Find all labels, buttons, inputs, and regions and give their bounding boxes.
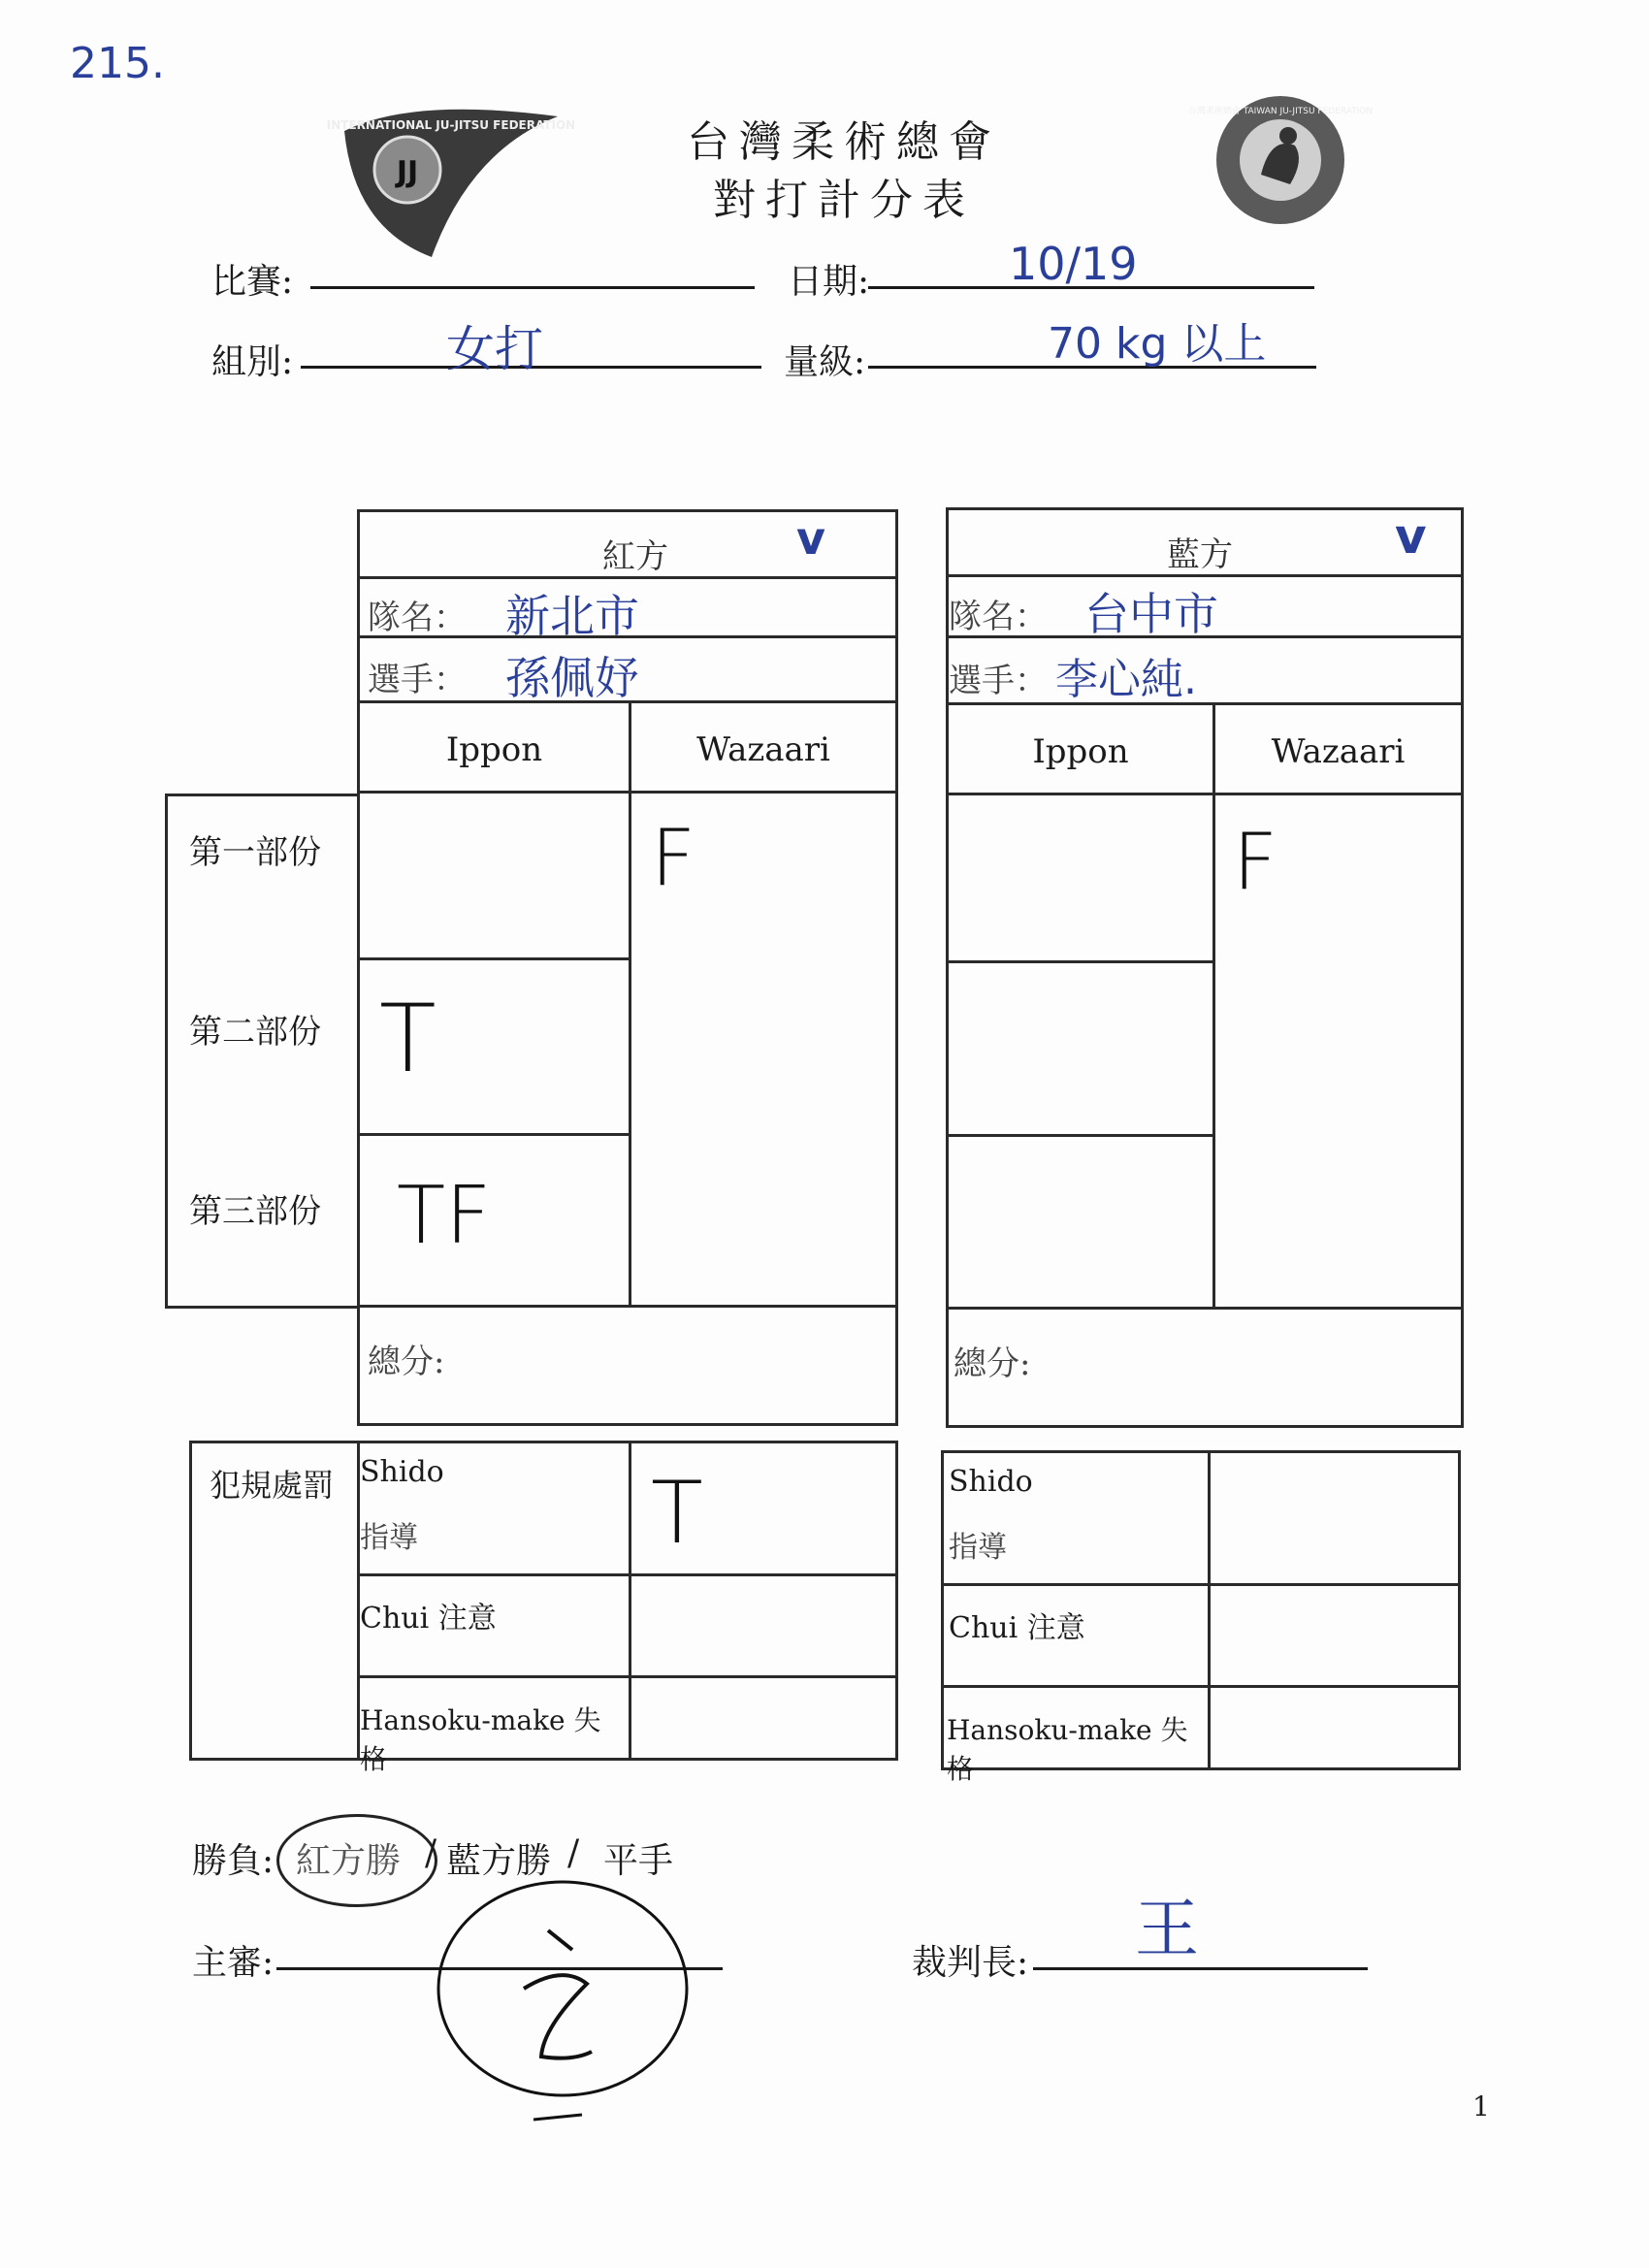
result-circle-mark — [276, 1814, 437, 1907]
red-hansoku-label-cell — [357, 1675, 631, 1775]
date-label: 日期: — [788, 262, 870, 302]
blue-total-row[interactable] — [946, 1307, 1464, 1428]
blue-ippon-part3[interactable] — [946, 1134, 1215, 1310]
group-value[interactable]: 女打 — [446, 321, 543, 377]
date-value[interactable]: 10/19 — [1009, 238, 1138, 290]
penalty-label: 犯規處罰 — [210, 1467, 335, 1504]
red-player-row — [357, 635, 898, 703]
blue-wazaari-header: Wazaari — [1271, 732, 1406, 771]
blue-wazaari-mark: F — [1233, 817, 1278, 907]
red-team-value[interactable]: 新北市 — [505, 590, 639, 642]
result-sep2: / — [567, 1833, 580, 1873]
tjjf-logo — [1187, 92, 1374, 228]
result-sep1: / — [425, 1833, 437, 1873]
red-wazaari-mark: F — [651, 813, 696, 903]
blue-chui-label-cell — [941, 1583, 1211, 1688]
red-shido-label: Shido — [360, 1455, 444, 1489]
form-title-line2: 對打計分表 — [713, 176, 975, 225]
ijjf-logo — [325, 92, 576, 262]
match-line — [310, 286, 755, 289]
blue-team-label: 隊名： — [949, 598, 1048, 636]
red-ippon-part3-mark: TF — [397, 1170, 492, 1262]
red-team-row — [357, 576, 898, 642]
red-shido-label-cell — [357, 1441, 631, 1576]
blue-team-row — [946, 574, 1464, 638]
red-chui-label: Chui 注意 — [360, 1602, 497, 1636]
red-hansoku-label: Hansoku-make 失 格 — [360, 1704, 601, 1775]
blue-wazaari-area[interactable] — [1212, 793, 1464, 1310]
page-number: 1 — [1472, 2090, 1490, 2122]
parts-label-box — [165, 794, 360, 1309]
red-ippon-part1[interactable] — [357, 791, 631, 960]
corner-note: 215. — [70, 39, 165, 88]
result-blue-win[interactable]: 藍方勝 — [446, 1841, 552, 1881]
ijjf-logo-text: INTERNATIONAL JU-JITSU FEDERATION — [326, 118, 576, 132]
match-label: 比賽: — [211, 262, 294, 302]
chief-label: 裁判長: — [912, 1943, 1029, 1983]
tjjf-logo-text: 台灣柔術總會 TAIWAN JU-JITSU FEDERATION — [1187, 107, 1374, 116]
form-title-line1: 台灣柔術總會 — [687, 117, 1001, 167]
ijjf-logo-mark: JJ — [396, 155, 419, 189]
part2-label: 第二部份 — [189, 1013, 321, 1052]
blue-hansoku-label: Hansoku-make 失 格 — [947, 1714, 1188, 1785]
blue-ippon-part1[interactable] — [946, 793, 1215, 963]
blue-side-label: 藍方 — [1167, 535, 1233, 574]
chief-line — [1033, 1967, 1368, 1970]
red-hansoku-cell[interactable] — [629, 1675, 898, 1761]
blue-shido-label-cell — [941, 1450, 1211, 1586]
red-chui-label-cell — [357, 1573, 631, 1678]
blue-col-wazaari — [1212, 702, 1464, 795]
red-player-label: 選手： — [368, 661, 467, 699]
red-wazaari-header: Wazaari — [696, 730, 830, 769]
referee-signature — [427, 1872, 698, 2134]
red-col-wazaari — [629, 700, 898, 794]
red-chui-cell[interactable] — [629, 1573, 898, 1678]
blue-team-value[interactable]: 台中市 — [1084, 588, 1218, 640]
penalty-label-box — [189, 1441, 360, 1761]
blue-side-header — [946, 507, 1464, 577]
red-ippon-part2-mark: T — [379, 985, 436, 1093]
red-side-header — [357, 509, 898, 579]
blue-check-mark: v — [1395, 508, 1427, 565]
part3-label: 第三部份 — [189, 1192, 321, 1231]
result-red-win[interactable]: 紅方勝 — [296, 1841, 402, 1881]
blue-chui-label: Chui 注意 — [949, 1611, 1085, 1645]
blue-hansoku-label-cell — [941, 1685, 1211, 1785]
tjjf-logo-graphic — [1187, 92, 1374, 228]
blue-chui-cell[interactable] — [1208, 1583, 1461, 1688]
ijjf-logo-graphic — [325, 92, 576, 262]
red-total-label: 總分: — [368, 1343, 445, 1381]
red-side-label: 紅方 — [602, 537, 668, 576]
red-total-row[interactable] — [357, 1305, 898, 1426]
blue-player-row — [946, 635, 1464, 705]
group-label: 組別: — [211, 342, 294, 382]
chief-signature[interactable]: 王 — [1135, 1892, 1199, 1966]
red-col-ippon — [357, 700, 631, 794]
blue-total-label: 總分: — [954, 1345, 1031, 1383]
red-shido-mark: T — [651, 1463, 703, 1563]
blue-ippon-part2[interactable] — [946, 960, 1215, 1137]
blue-shido-cell[interactable] — [1208, 1450, 1461, 1586]
red-player-value[interactable]: 孫佩妤 — [505, 652, 639, 704]
red-check-mark: v — [796, 512, 825, 565]
red-shido-cell[interactable] — [629, 1441, 898, 1576]
blue-shido-zh: 指導 — [949, 1531, 1007, 1565]
blue-hansoku-cell[interactable] — [1208, 1685, 1461, 1770]
red-wazaari-area[interactable] — [629, 791, 898, 1308]
red-shido-zh: 指導 — [360, 1521, 418, 1555]
blue-shido-label: Shido — [949, 1465, 1033, 1499]
red-ippon-part2[interactable] — [357, 957, 631, 1136]
blue-player-value[interactable]: 李心純. — [1055, 655, 1197, 704]
result-label: 勝負: — [192, 1841, 275, 1881]
weight-value[interactable]: 70 kg 以上 — [1048, 319, 1267, 369]
red-ippon-part3[interactable] — [357, 1133, 631, 1308]
blue-col-ippon — [946, 702, 1215, 795]
result-draw[interactable]: 平手 — [603, 1841, 674, 1881]
red-ippon-header: Ippon — [445, 730, 543, 769]
part1-label: 第一部份 — [189, 833, 321, 872]
weight-label: 量級: — [784, 342, 866, 382]
referee-label: 主審: — [192, 1943, 275, 1983]
red-team-label: 隊名： — [368, 599, 467, 637]
blue-ippon-header: Ippon — [1032, 732, 1129, 771]
blue-player-label: 選手： — [949, 662, 1048, 700]
